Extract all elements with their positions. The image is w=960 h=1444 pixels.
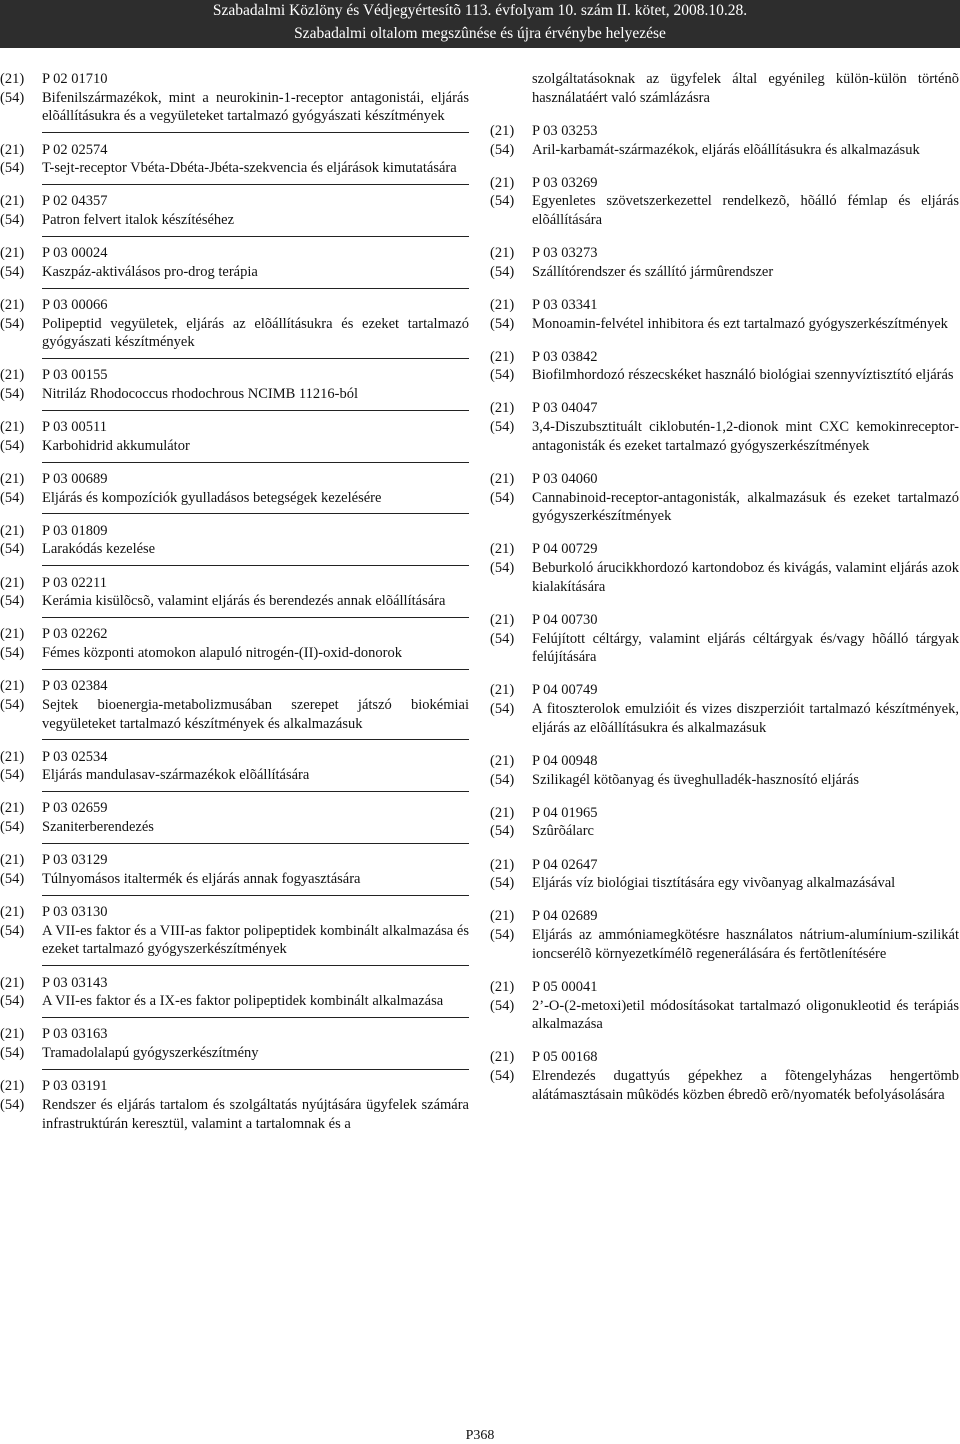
- patent-entry: [490, 470, 959, 526]
- patent-entry: [0, 1077, 469, 1133]
- field-code-21: (21): [0, 852, 25, 869]
- patent-title: Patron felvert italok készítéséhez: [42, 212, 235, 228]
- field-code-54: (54): [490, 560, 515, 577]
- field-code-54: (54): [0, 541, 25, 558]
- patent-number: P 05 00041: [532, 978, 598, 995]
- patent-entry: [490, 681, 959, 737]
- field-code-21: (21): [0, 1078, 25, 1095]
- field-code-54: (54): [0, 593, 25, 610]
- patent-entry: [490, 244, 959, 281]
- field-code-54: (54): [490, 630, 515, 647]
- patent-entry: [0, 677, 469, 733]
- patent-entry: [490, 907, 959, 963]
- field-code-54: (54): [490, 315, 515, 332]
- patent-entry: [0, 522, 469, 559]
- patent-entry: [490, 122, 959, 159]
- field-code-21: (21): [490, 682, 515, 699]
- field-code-54: (54): [490, 141, 515, 158]
- field-code-21: (21): [490, 541, 515, 558]
- patent-number: P 03 02384: [42, 678, 108, 695]
- patent-title: Kaszpáz-aktiválásos pro-drog terápia: [42, 263, 258, 280]
- patent-number: P 04 01965: [532, 804, 598, 821]
- field-code-21: (21): [0, 470, 25, 487]
- patent-title: Eljárás víz biológiai tisztítására egy vivõanyag alkalmazásával: [532, 875, 896, 892]
- field-code-54: (54): [490, 367, 515, 384]
- field-code-21: (21): [490, 1049, 515, 1066]
- field-code-54: (54): [0, 386, 25, 403]
- patent-title: T-sejt-receptor Vbéta-Dbéta-Jbéta-szekvencia és eljárások kimutatására: [42, 160, 457, 177]
- field-code-54: (54): [0, 645, 25, 662]
- patent-title: Bifenilszármazékok, mint a neurokinin-1-receptor antagonistái, eljárás elõállításukra és a vegyületeket tartalmazó gyógyászati készítmények: [42, 89, 469, 125]
- patent-entry: [0, 903, 469, 959]
- patent-entry: [0, 625, 469, 662]
- patent-title: Egyenletes szövetszerkezettel rendelkezõ, hõálló fémlap és eljárás elõállítására: [532, 193, 959, 228]
- field-code-21: (21): [0, 800, 25, 817]
- field-code-54: (54): [0, 767, 25, 784]
- patent-entry: [0, 244, 469, 281]
- patent-title: A VII-es faktor és a VIII-as faktor polipeptidek kombinált alkalmazása és ezeket tartalmazó gyógyszerkészítmények: [42, 922, 469, 958]
- patent-number: P 03 00689: [42, 470, 108, 487]
- patent-number: P 03 03253: [532, 122, 598, 139]
- patent-title: Szaniterberendezés: [42, 819, 154, 836]
- patent-title: Szállítórendszer és szállító jármûrendszer: [532, 263, 774, 280]
- patent-title: Eljárás az ammóniamegkötésre használatos nátrium-alumínium-szilikát ioncserélõ környezetkímélõ regenerálására és fertõtlenítésére: [532, 927, 959, 962]
- field-code-21: (21): [490, 856, 515, 873]
- patent-title: Tramadolalapú gyógyszerkészítmény: [42, 1045, 259, 1062]
- patent-title: Elrendezés dugattyús gépekhez a fõtengelyházas hengertömb alátámasztásain mûködés közben ébredõ erõ/nyomaték befolyásolására: [532, 1068, 959, 1103]
- field-code-54: (54): [490, 771, 515, 788]
- field-code-21: (21): [0, 904, 25, 921]
- field-code-54: (54): [490, 875, 515, 892]
- journal-title: Szabadalmi Közlöny és Védjegyértesítõ 113. évfolyam 10. szám II. kötet, 2008.10.28.: [212, 2, 748, 19]
- field-code-21: (21): [0, 1026, 25, 1043]
- field-code-21: (21): [490, 174, 515, 191]
- patent-title: 2’-O-(2-metoxi)etil módosításokat tartalmazó oligonukleotid és terápiás alkalmazása: [532, 997, 959, 1033]
- patent-entry: [490, 296, 959, 333]
- patent-number: P 03 03163: [42, 1026, 108, 1043]
- field-code-21: (21): [490, 611, 515, 628]
- field-code-54: (54): [0, 870, 25, 887]
- field-code-21: (21): [0, 141, 25, 158]
- patent-entry: [0, 1025, 469, 1062]
- field-code-21: (21): [490, 978, 515, 995]
- field-code-54: (54): [490, 419, 515, 436]
- patent-number: P 03 03129: [42, 852, 108, 869]
- field-code-21: (21): [0, 678, 25, 695]
- patent-title: Aril-karbamát-származékok, eljárás elõállításukra és alkalmazásuk: [532, 141, 920, 158]
- patent-entry: [0, 366, 469, 403]
- patent-title: Polipeptid vegyületek, eljárás az elõállításukra és ezeket tartalmazó gyógyászati készítmények: [42, 315, 469, 351]
- patent-title: Karbohidrid akkumulátor: [42, 437, 190, 454]
- patent-title: Felújított céltárgy, valamint eljárás céltárgyak és/vagy hõálló tárgyak felújítására: [532, 630, 959, 666]
- patent-number: P 02 02574: [42, 141, 108, 158]
- patent-entry: [490, 856, 959, 893]
- patent-number: P 03 02659: [42, 800, 108, 817]
- patent-title: Szilikagél kötõanyag és üveghulladék-hasznosító eljárás: [532, 771, 859, 788]
- section-title: Szabadalmi oltalom megszûnése és újra érvénybe helyezése: [294, 25, 666, 42]
- patent-title: A VII-es faktor és a IX-es faktor polipeptidek kombinált alkalmazása: [42, 993, 444, 1010]
- field-code-54: (54): [0, 1096, 25, 1113]
- patent-title: 3,4-Diszubsztituált ciklobutén-1,2-dionok mint CXC kemokinreceptor-antagonisták és ezeket tartalmazó gyógyszerkészítmények: [532, 419, 959, 454]
- patent-entry: [0, 974, 469, 1011]
- patent-entry: [490, 174, 959, 230]
- patent-number: P 04 00948: [532, 752, 598, 769]
- field-code-21: (21): [0, 367, 25, 384]
- patent-number: P 03 00066: [42, 296, 108, 313]
- field-code-54: (54): [0, 437, 25, 454]
- patent-entry: [0, 296, 469, 352]
- field-code-21: (21): [0, 522, 25, 539]
- patent-title: Szûrõálarc: [532, 823, 594, 840]
- patent-entry: [490, 348, 959, 385]
- patent-number: P 03 03273: [532, 245, 598, 262]
- patent-entry: [0, 192, 469, 229]
- patent-number: P 03 02211: [42, 574, 107, 591]
- field-code-21: (21): [0, 193, 25, 210]
- field-code-54: (54): [0, 489, 25, 506]
- patent-entry: [0, 470, 469, 507]
- field-code-21: (21): [490, 470, 515, 487]
- patent-entry: [0, 748, 469, 785]
- patent-number: P 02 01710: [42, 71, 108, 87]
- field-code-54: (54): [0, 315, 25, 332]
- page-number: P368: [465, 1428, 495, 1443]
- patent-number: P 03 00155: [42, 367, 108, 384]
- patent-title: Biofilmhordozó részecskéket használó biológiai szennyvíztisztító eljárás: [532, 367, 954, 384]
- patent-number: P 05 00168: [532, 1049, 598, 1066]
- field-code-21: (21): [490, 245, 515, 262]
- patent-number: P 03 04060: [532, 470, 598, 487]
- patent-title: Túlnyomásos italtermék és eljárás annak fogyasztására: [42, 870, 361, 887]
- field-code-54: (54): [490, 823, 515, 840]
- entry-title-continued: szolgáltatásoknak az ügyfelek által egyénileg külön-külön történõ használatáért való számlázásra: [532, 71, 959, 106]
- field-code-21: (21): [490, 400, 515, 417]
- patent-number: P 03 00024: [42, 245, 108, 262]
- patent-number: P 03 02534: [42, 748, 108, 765]
- field-code-54: (54): [0, 1045, 25, 1062]
- patent-entry: [0, 141, 469, 178]
- patent-number: P 02 04357: [42, 193, 108, 210]
- field-code-54: (54): [490, 997, 515, 1014]
- patent-entry: [490, 611, 959, 667]
- patent-title: Cannabinoid-receptor-antagonisták, alkalmazásuk és ezeket tartalmazó gyógyszerkészítmények: [532, 489, 959, 525]
- field-code-21: (21): [490, 122, 515, 139]
- patent-title: Nitriláz Rhodococcus rhodochrous NCIMB 11216-ból: [42, 386, 358, 403]
- patent-title: Kerámia kisülõcsõ, valamint eljárás és berendezés annak elõállítására: [42, 593, 446, 610]
- field-code-54: (54): [490, 263, 515, 280]
- right-column: [490, 70, 959, 1119]
- field-code-21: (21): [0, 245, 25, 262]
- field-code-54: (54): [490, 927, 515, 944]
- field-code-54: (54): [490, 1068, 515, 1085]
- field-code-21: (21): [490, 804, 515, 821]
- patent-number: P 03 01809: [42, 522, 108, 539]
- patent-entry: [0, 418, 469, 455]
- patent-entry: [0, 70, 469, 126]
- patent-number: P 03 00511: [42, 419, 107, 436]
- patent-title: Rendszer és eljárás tartalom és szolgáltatás nyújtására ügyfelek számára infrastruktúrán keresztül, valamint a tartalomnak és a: [42, 1096, 469, 1132]
- field-code-54: (54): [490, 701, 515, 718]
- field-code-21: (21): [0, 296, 25, 313]
- patent-number: P 03 03842: [532, 348, 598, 365]
- patent-entry: [0, 851, 469, 888]
- left-column: [0, 70, 469, 1148]
- patent-entry: [490, 978, 959, 1034]
- field-code-21: (21): [490, 752, 515, 769]
- field-code-54: (54): [0, 993, 25, 1010]
- patent-number: P 04 02647: [532, 856, 598, 873]
- patent-entry: [490, 540, 959, 596]
- patent-title: Fémes központi atomokon alapuló nitrogén-(II)-oxid-donorok: [42, 645, 403, 662]
- continued-entry: [490, 70, 959, 107]
- field-code-21: (21): [0, 419, 25, 436]
- patent-number: P 03 03143: [42, 974, 108, 991]
- field-code-54: (54): [0, 819, 25, 836]
- patent-title: Sejtek bioenergia-metabolizmusában szerepet játszó biokémiai vegyületeket tartalmazó készítmények és alkalmazásuk: [42, 696, 469, 732]
- patent-number: P 03 03269: [532, 174, 598, 191]
- page-header: [0, 0, 960, 48]
- field-code-54: (54): [0, 89, 25, 106]
- field-code-54: (54): [0, 212, 25, 228]
- patent-entry: [490, 804, 959, 841]
- patent-entry: [490, 752, 959, 789]
- field-code-21: (21): [0, 626, 25, 643]
- field-code-54: (54): [0, 263, 25, 280]
- patent-title: Beburkoló árucikkhordozó kartondoboz és kivágás, valamint eljárás azok kialakítására: [532, 560, 959, 595]
- patent-number: P 03 03130: [42, 904, 108, 921]
- patent-title: Eljárás és kompozíciók gyulladásos betegségek kezelésére: [42, 489, 382, 506]
- patent-number: P 04 00729: [532, 541, 598, 558]
- field-code-21: (21): [490, 296, 515, 313]
- field-code-21: (21): [490, 348, 515, 365]
- field-code-21: (21): [0, 574, 25, 591]
- patent-number: P 03 03191: [42, 1078, 108, 1095]
- patent-number: P 03 03341: [532, 296, 598, 313]
- patent-number: P 04 02689: [532, 908, 598, 925]
- patent-number: P 03 02262: [42, 626, 108, 643]
- field-code-54: (54): [0, 922, 25, 939]
- field-code-21: (21): [0, 71, 25, 87]
- patent-number: P 04 00730: [532, 611, 598, 628]
- field-code-54: (54): [0, 160, 25, 177]
- patent-title: Eljárás mandulasav-származékok elõállítására: [42, 767, 310, 784]
- field-code-21: (21): [0, 748, 25, 765]
- patent-entry: [0, 574, 469, 611]
- field-code-54: (54): [0, 696, 25, 713]
- field-code-21: (21): [490, 908, 515, 925]
- patent-title: Larakódás kezelése: [42, 541, 156, 558]
- field-code-54: (54): [490, 489, 515, 506]
- field-code-21: (21): [0, 974, 25, 991]
- patent-title: Monoamin-felvétel inhibitora és ezt tartalmazó gyógyszerkészítmények: [532, 315, 948, 332]
- patent-entry: [0, 799, 469, 836]
- patent-number: P 03 04047: [532, 400, 598, 417]
- field-code-54: (54): [490, 193, 515, 210]
- patent-entry: [490, 1048, 959, 1104]
- patent-entry: [490, 399, 959, 455]
- patent-title: A fitoszterolok emulzióit és vizes diszperzióit tartalmazó készítmények, eljárás az elõállításukra és alkalmazásuk: [532, 701, 959, 736]
- patent-number: P 04 00749: [532, 682, 598, 699]
